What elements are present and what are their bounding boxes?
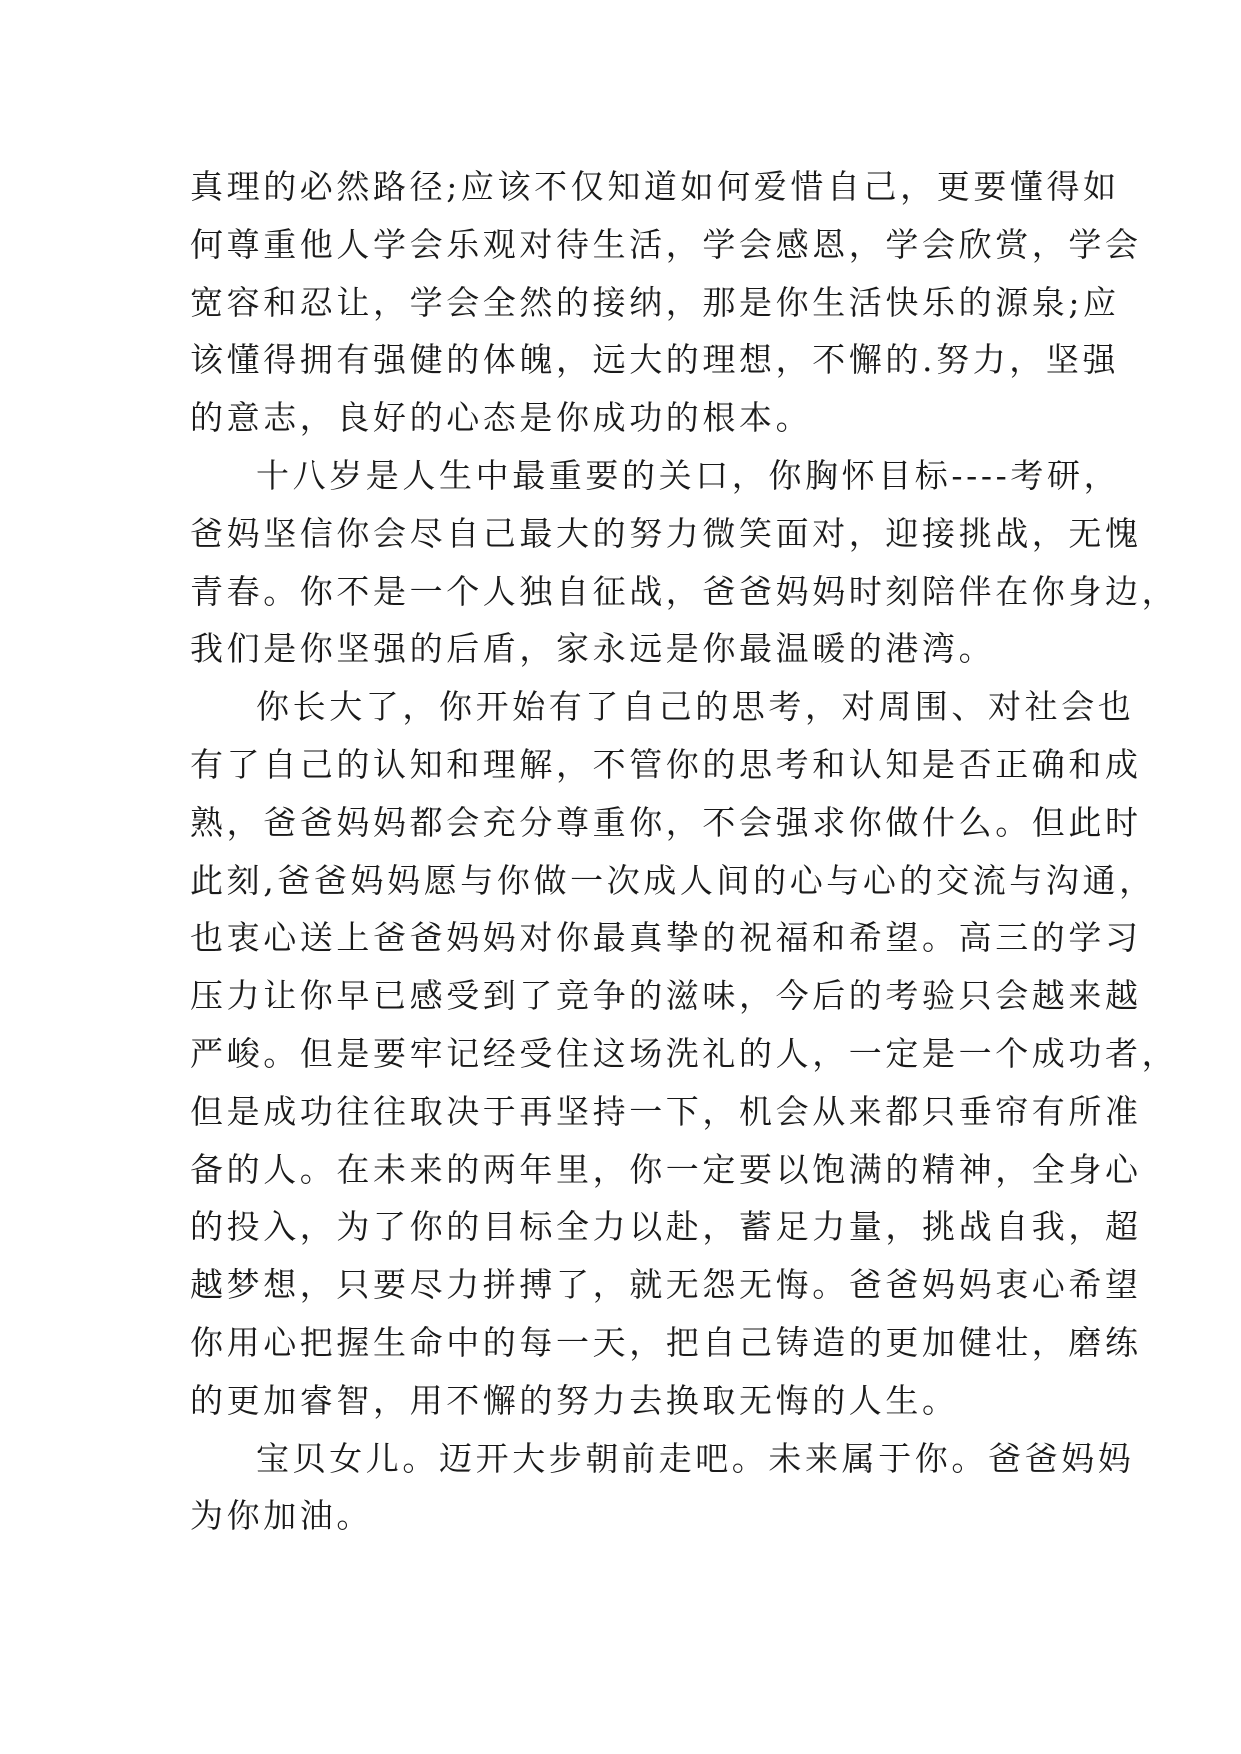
paragraph-4: [190, 1430, 1135, 1546]
text-line: 你长大了，你开始有了自己的思考，对周围、对社会也: [256, 687, 1135, 727]
text-line: 的投入，为了你的目标全力以赴，蓄足力量，挑战自我，超: [190, 1207, 1142, 1247]
text-line: 的更加睿智，用不懈的努力去换取无悔的人生。: [190, 1380, 959, 1420]
text-line: 为你加油。: [190, 1496, 373, 1536]
document-body: [190, 158, 1179, 1545]
text-line: 爸妈坚信你会尽自己最大的努力微笑面对，迎接挑战，无愧: [190, 513, 1142, 553]
text-line: 严峻。但是要牢记经受住这场洗礼的人，一定是一个成功者，: [190, 1033, 1179, 1073]
text-line: 十八岁是人生中最重要的关口，你胸怀目标----考研，: [256, 455, 1121, 495]
text-line: 真理的必然路径;应该不仅知道如何爱惜自己，更要懂得如: [190, 167, 1120, 206]
text-line: 何尊重他人学会乐观对待生活，学会感恩，学会欣赏，学会: [190, 224, 1142, 264]
paragraph-3: [190, 678, 1179, 1429]
text-line: 该懂得拥有强健的体魄，远大的理想，不懈的.努力，坚强: [190, 340, 1120, 380]
text-line: 宽容和忍让，学会全然的接纳，那是你生活快乐的源泉;应: [190, 282, 1120, 322]
text-line: 我们是你坚强的后盾，家永远是你最温暖的港湾。: [190, 629, 996, 669]
text-line: 备的人。在未来的两年里，你一定要以饱满的精神，全身心: [190, 1149, 1142, 1189]
text-line: 压力让你早已感受到了竞争的滋味，今后的考验只会越来越: [190, 976, 1142, 1016]
text-line: 有了自己的认知和理解，不管你的思考和认知是否正确和成: [190, 744, 1142, 784]
text-line: 宝贝女儿。迈开大步朝前走吧。未来属于你。爸爸妈妈: [256, 1438, 1135, 1478]
text-line: 也衷心送上爸爸妈妈对你最真挚的祝福和希望。高三的学习: [190, 918, 1142, 958]
text-line: 你用心把握生命中的每一天，把自己铸造的更加健壮，磨练: [190, 1322, 1142, 1362]
paragraph-2: [190, 447, 1179, 678]
text-line: 越梦想，只要尽力拼搏了，就无怨无悔。爸爸妈妈衷心希望: [190, 1265, 1142, 1305]
text-line: 此刻,爸爸妈妈愿与你做一次成人间的心与心的交流与沟通，: [190, 860, 1156, 900]
paragraph-1: [190, 158, 1142, 447]
text-line: 熟，爸爸妈妈都会充分尊重你，不会强求你做什么。但此时: [190, 802, 1142, 842]
text-line: 的意志，良好的心态是你成功的根本。: [190, 398, 813, 438]
text-line: 但是成功往往取决于再坚持一下，机会从来都只垂帘有所准: [190, 1091, 1142, 1131]
text-line: 青春。你不是一个人独自征战，爸爸妈妈时刻陪伴在你身边，: [190, 571, 1179, 611]
